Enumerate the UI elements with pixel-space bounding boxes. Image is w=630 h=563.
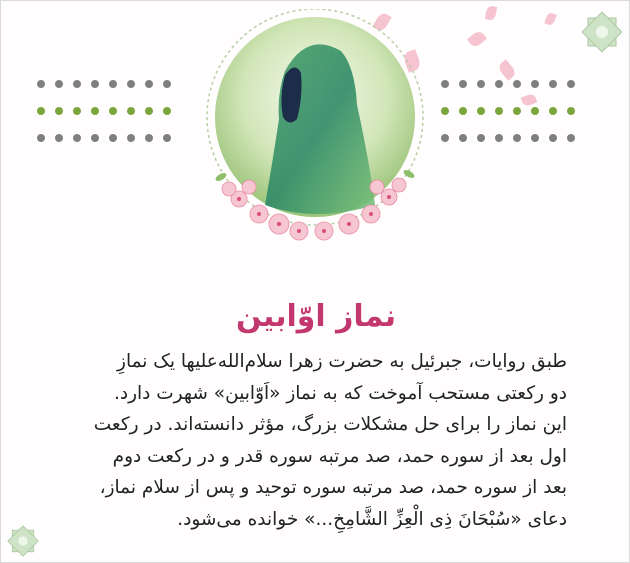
petal-decoration [485, 5, 497, 21]
body-line: بعد از سوره حمد، صد مرتبه سوره توحید و پس از سلام نماز، [99, 477, 567, 498]
dot-row-decoration [37, 80, 171, 88]
body-line: دو رکعتی مستحب آموخت که به نماز «اَوّابین» شهرت دارد. [113, 382, 567, 404]
petal-decoration [521, 93, 538, 107]
veiled-figure-illustration [199, 9, 431, 241]
body-line: اول بعد از سوره حمد، صد مرتبه سوره قدر و در رکعت دوم [112, 445, 567, 467]
page-title: نماز اوّابین [235, 299, 397, 335]
dot-row-decoration [441, 134, 575, 142]
dot-row-decoration [441, 80, 575, 88]
islamic-star-ornament-icon [576, 6, 628, 58]
body-paragraph [57, 346, 567, 535]
body-line: دعای «سُبْحَانَ ذِی الْعِزِّ الشَّامِخِ...» خوانده می‌شود. [177, 508, 567, 530]
dot-row-decoration [441, 107, 575, 115]
petal-decoration [544, 12, 557, 26]
body-line: طبق روایات، جبرئیل به حضرت زهرا سلام‌الله‌علیها یک نمازِ [117, 351, 567, 372]
dot-row-decoration [37, 134, 171, 142]
petal-decoration [467, 29, 487, 48]
body-line: این نماز را برای حل مشکلات بزرگ، مؤثر دانسته‌اند. در رکعت [93, 414, 567, 435]
petal-decoration [497, 59, 518, 81]
islamic-star-ornament-icon [3, 521, 43, 561]
dot-row-decoration [37, 107, 171, 115]
